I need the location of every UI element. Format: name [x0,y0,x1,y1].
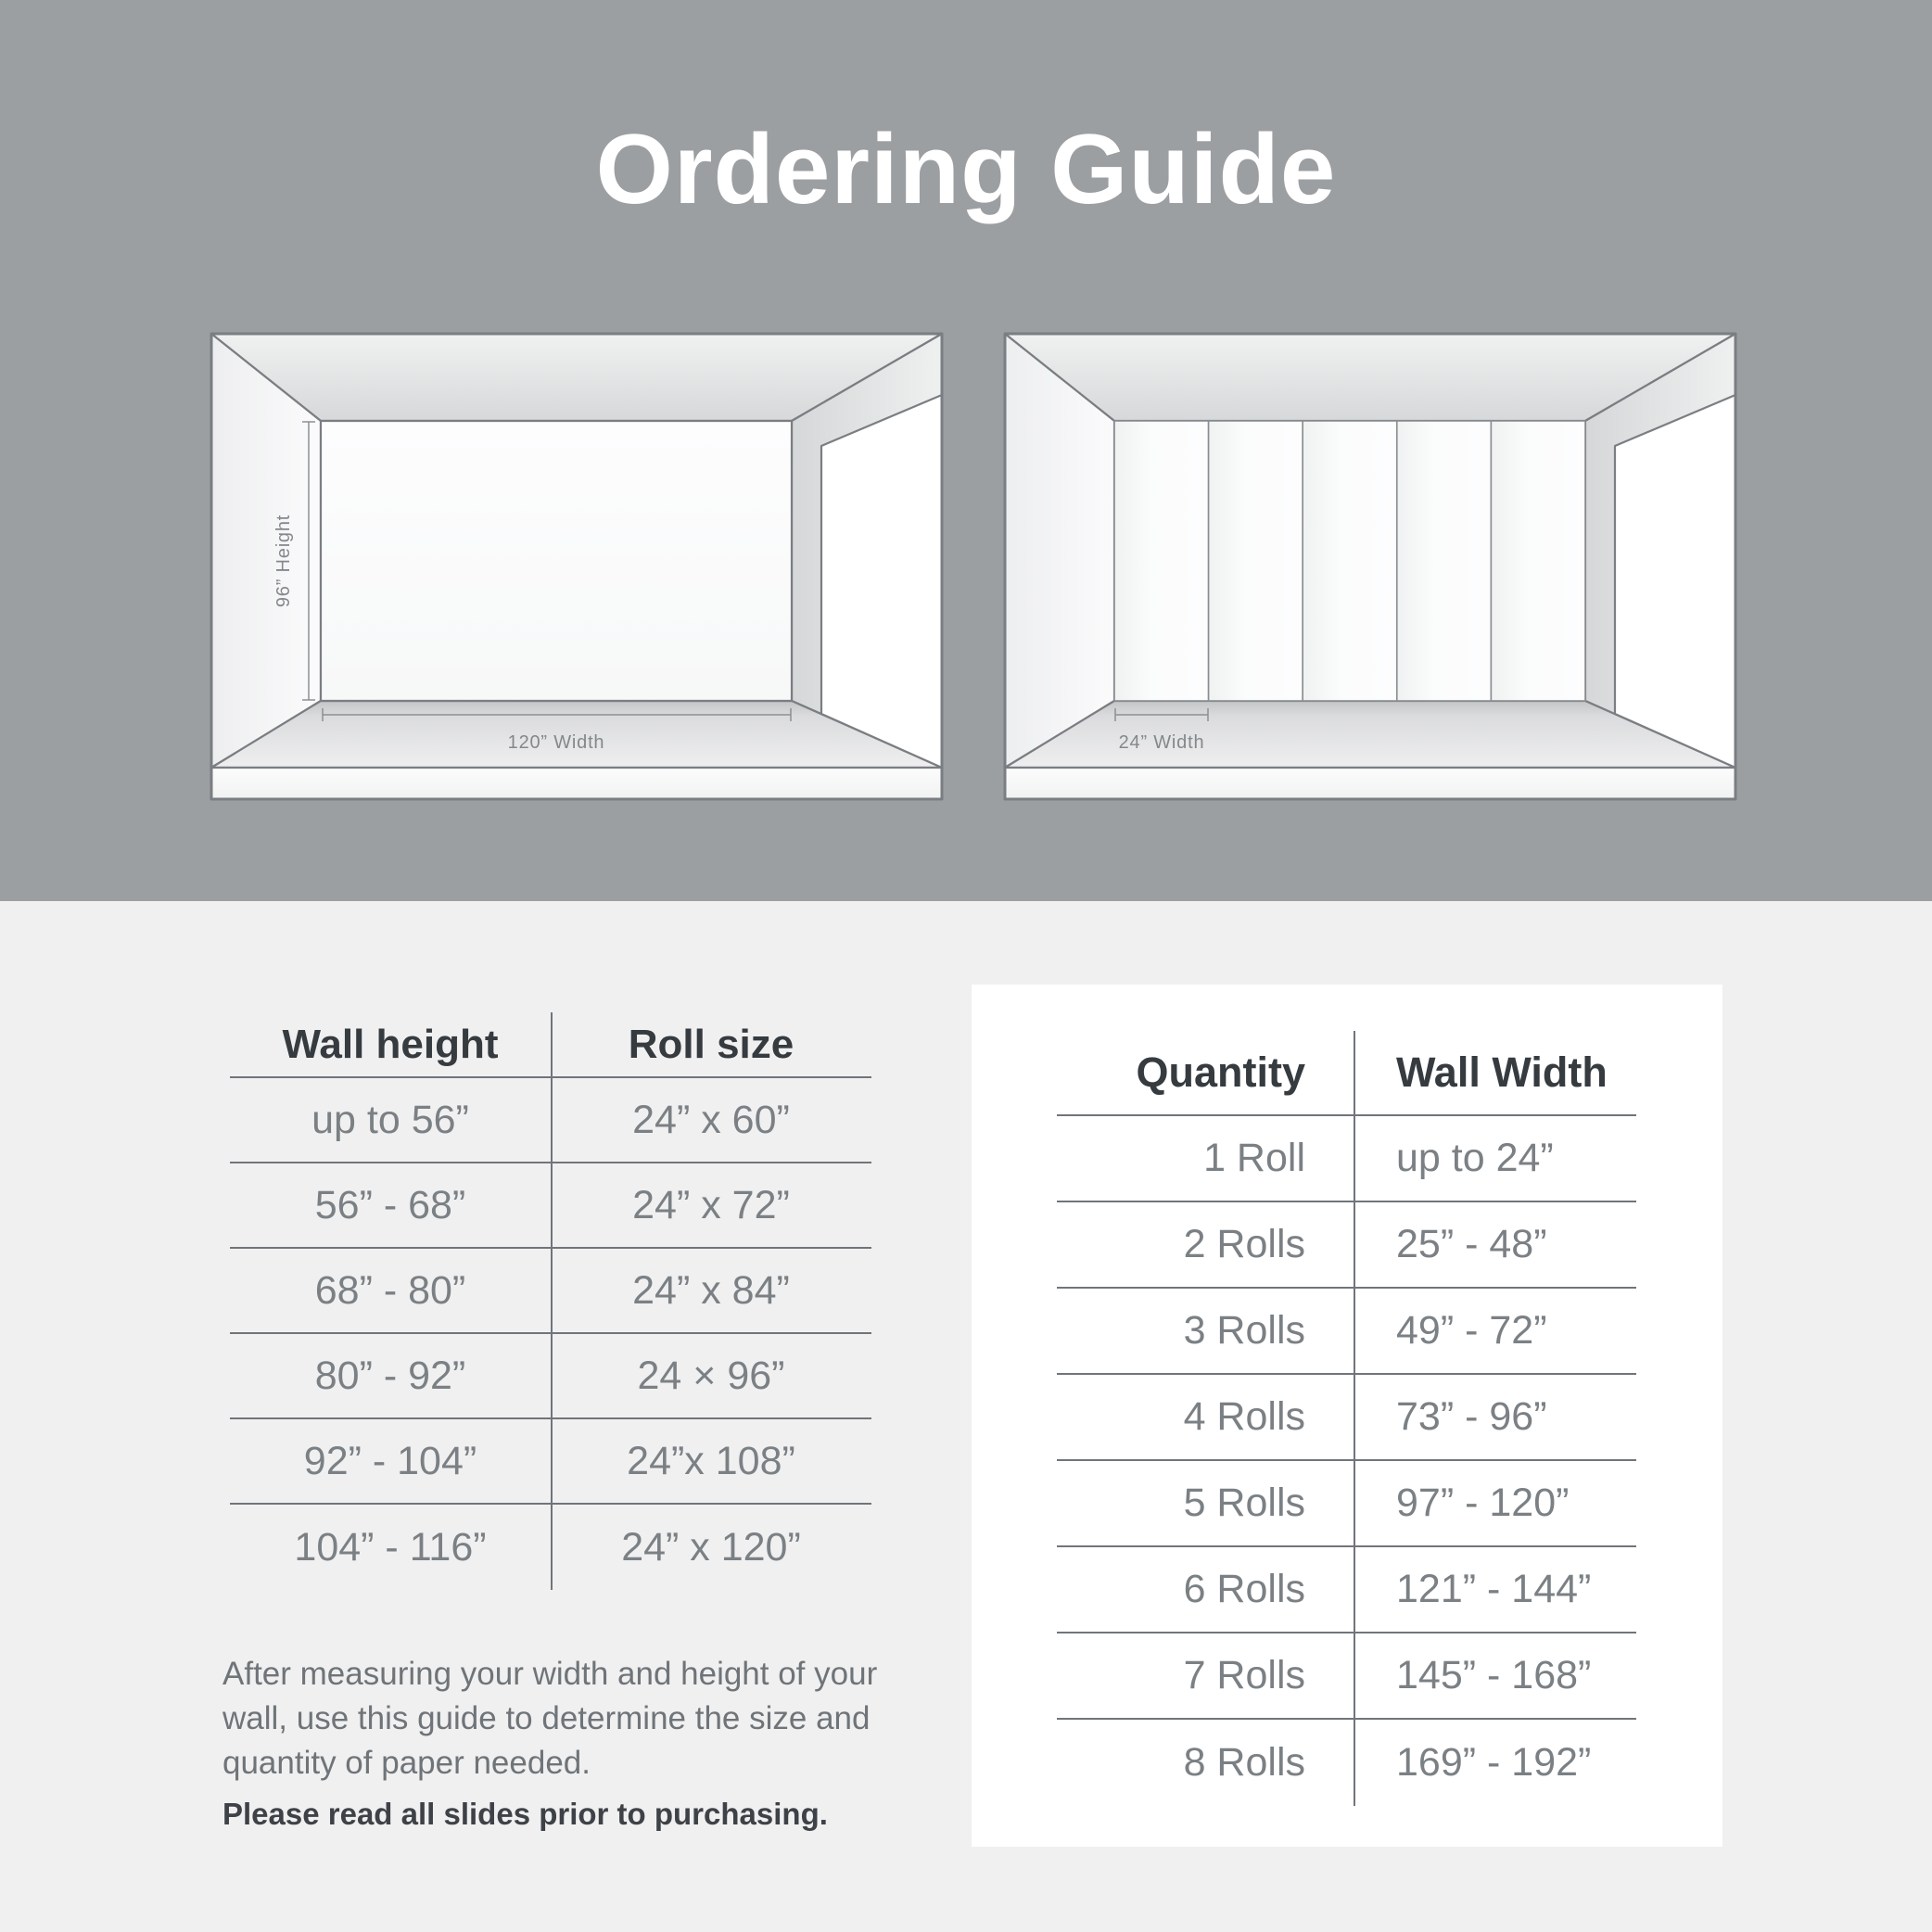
wallpaper-panel [1303,421,1397,701]
table-cell: 24” x 84” [632,1267,790,1313]
column-header: Quantity [1136,1049,1305,1096]
table-cell: 24” x 72” [632,1182,790,1227]
table-cell: 3 Rolls [1183,1308,1305,1353]
table-row [1057,1202,1636,1289]
table-cell: 24”x 108” [627,1438,795,1483]
table-cell: 145” - 168” [1396,1653,1592,1697]
table-column-divider [551,1012,553,1590]
back-wall [321,421,792,701]
page-title: Ordering Guide [595,113,1337,224]
table-cell: 97” - 120” [1396,1481,1570,1525]
table-cell: 6 Rolls [1183,1567,1305,1611]
table-cell: 24” x 60” [632,1097,790,1142]
warning-text: Please read all slides prior to purchasing. [222,1797,828,1831]
room-diagram-panel-layout [1003,332,1737,801]
quantity-wall-width-table [1057,1031,1636,1806]
table-cell: 92” - 104” [303,1438,477,1483]
wallpaper-panel [1209,421,1303,701]
table-cell: up to 56” [311,1097,469,1142]
table-cell: 169” - 192” [1396,1740,1592,1785]
column-header: Roll size [628,1021,794,1067]
panel-width-dimension-label: 24” Width [1118,732,1205,753]
table-row [1057,1633,1636,1720]
table-cell: 56” - 68” [314,1182,466,1227]
table-cell: 24 × 96” [637,1353,785,1398]
table-cell: 8 Rolls [1183,1740,1305,1785]
content-section [0,901,1932,1932]
wall-height-roll-size-table [230,1012,871,1590]
door-opening [1615,395,1735,768]
table-cell: 121” - 144” [1396,1567,1592,1611]
table-row [1057,1547,1636,1633]
table-cell: up to 24” [1396,1136,1554,1180]
instructions-text: After measuring your width and height of your wall, use this guide to determine the size and quantity of paper needed. [222,1656,878,1781]
table-cell: 2 Rolls [1183,1222,1305,1266]
table-cell: 80” - 92” [314,1353,466,1398]
wallpaper-panels [1114,421,1585,701]
table-row [1057,1375,1636,1461]
column-header: Wall height [282,1021,499,1067]
table-cell: 24” x 120” [621,1524,801,1570]
wallpaper-panel [1397,421,1492,701]
table-row [1057,1289,1636,1375]
table-cell: 4 Rolls [1183,1394,1305,1439]
baseboard [1005,768,1735,799]
table-header-row [1057,1031,1636,1116]
table-cell: 49” - 72” [1396,1308,1547,1353]
table-cell: 104” - 116” [294,1524,487,1570]
table-row [1057,1720,1636,1806]
table-cell: 68” - 80” [314,1267,466,1313]
wallpaper-panel [1491,421,1585,701]
width-dimension-label: 120” Width [507,732,605,753]
table-column-divider [1354,1031,1355,1806]
wallpaper-panel [1114,421,1209,701]
table-row [1057,1116,1636,1202]
baseboard [211,768,942,799]
table-row [1057,1461,1636,1547]
header-section [0,0,1932,901]
table-cell: 73” - 96” [1396,1394,1547,1439]
room-diagram-wall-dimensions [210,332,944,801]
table-cell: 7 Rolls [1183,1653,1305,1697]
table-cell: 25” - 48” [1396,1222,1547,1266]
height-dimension-label: 96” Height [273,514,294,608]
table-cell: 5 Rolls [1183,1481,1305,1525]
door-opening [821,395,942,768]
table-cell: 1 Roll [1203,1136,1305,1180]
column-header: Wall Width [1396,1049,1608,1096]
quantity-table-card [972,985,1722,1847]
